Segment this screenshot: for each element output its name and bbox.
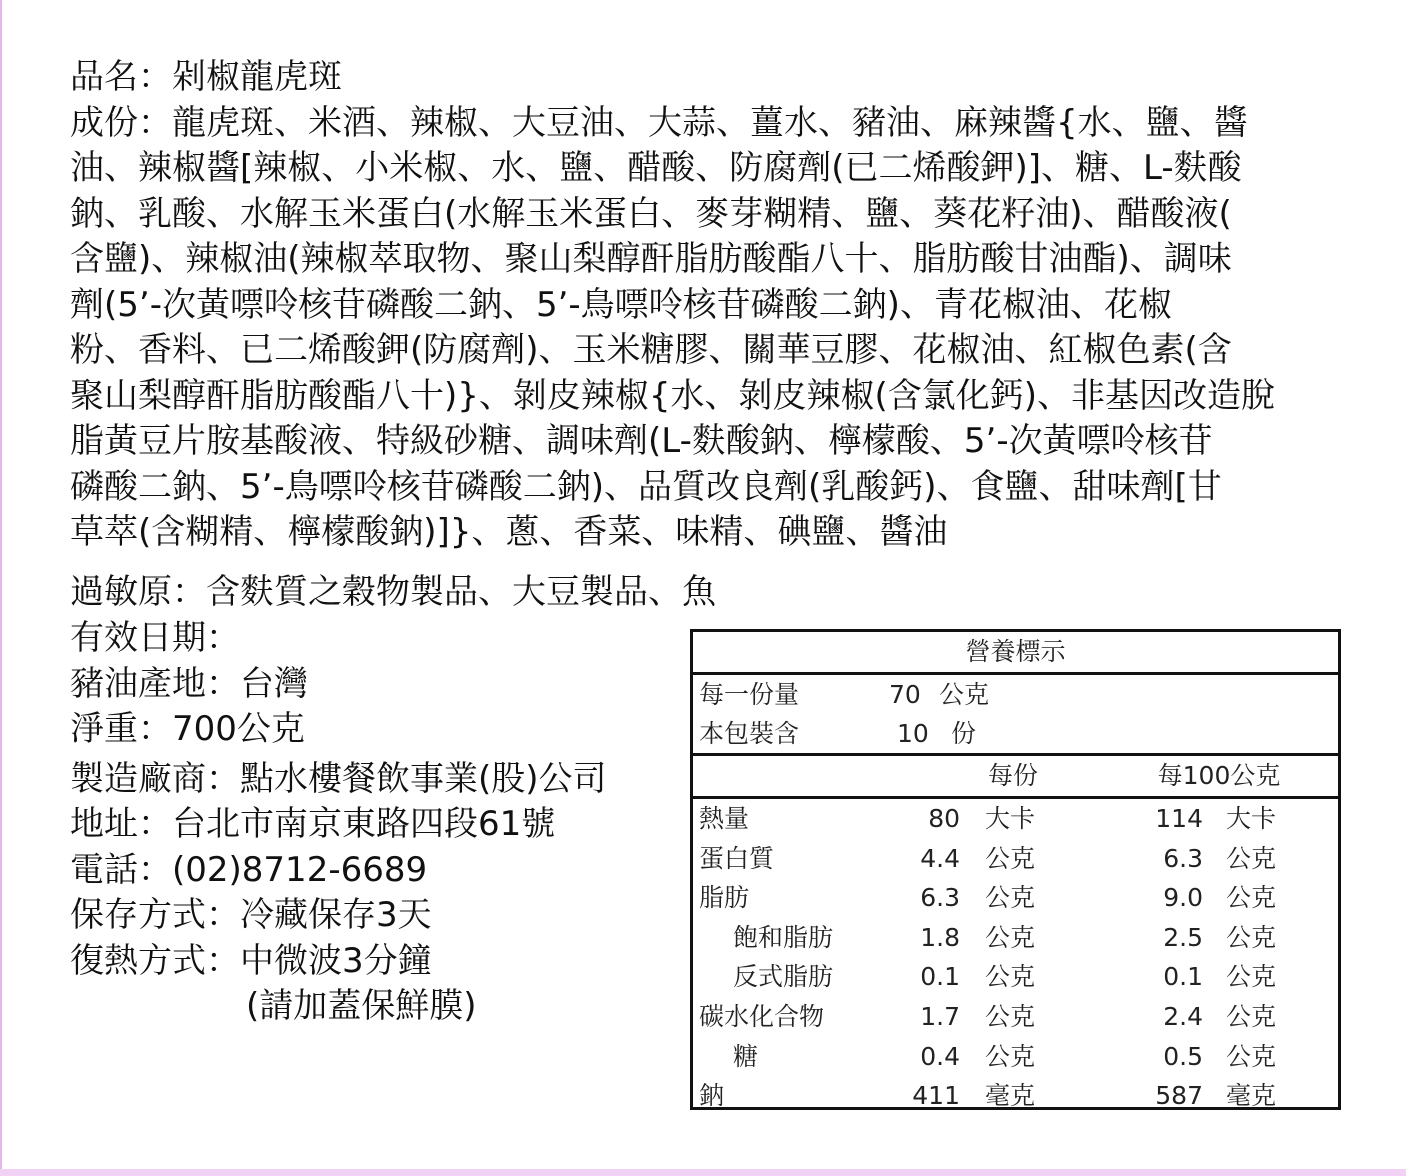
- lard-origin: 豬油產地：台灣: [70, 663, 308, 704]
- phone: 電話：(02)8712-6689: [70, 849, 428, 890]
- nutrient-name: 蛋白質: [699, 843, 775, 873]
- per-100g-value: 114: [1155, 804, 1203, 833]
- per-serving-unit: 毫克: [985, 1081, 1036, 1111]
- serving-info: [693, 675, 1338, 756]
- manufacturer: 製造廠商：點水樓餐飲事業(股)公司: [70, 758, 607, 799]
- per-100g-unit: 毫克: [1226, 1081, 1277, 1111]
- ingredients-line: 油、辣椒醬[辣椒、小米椒、水、鹽、醋酸、防腐劑(已二烯酸鉀)]、糖、L-麩酸: [70, 148, 1242, 188]
- serving-size-row: [699, 675, 1339, 714]
- per-serving-value: 411: [912, 1081, 960, 1111]
- per-serving-unit: 公克: [985, 883, 1036, 913]
- serving-size-label: 每一份量: [699, 680, 800, 709]
- ingredients-line: 脂黃豆片胺基酸液、特級砂糖、調味劑(L-麩酸鈉、檸檬酸、5’-次黃嘌呤核苷: [70, 421, 1213, 461]
- ingredients-line: 草萃(含糊精、檸檬酸鈉)]}、蔥、香菜、味精、碘鹽、醬油: [70, 512, 948, 552]
- per-100g-value: 2.5: [1163, 922, 1203, 952]
- per-serving-value: 1.7: [920, 1001, 960, 1031]
- per-100g-value: 587: [1155, 1081, 1203, 1111]
- per-100g-unit: 大卡: [1226, 804, 1277, 833]
- nutrition-row: [693, 799, 1338, 839]
- nutrient-name: 糖: [733, 1041, 759, 1071]
- per-serving-unit: 公克: [985, 843, 1036, 873]
- per-100g-unit: 公克: [1226, 922, 1277, 952]
- page-left-edge: [0, 0, 2, 1176]
- nutrient-name: 鈉: [699, 1081, 725, 1111]
- nutrition-row: [693, 1037, 1338, 1077]
- expiry-date: 有效日期：: [70, 618, 240, 658]
- nutrition-row: [693, 997, 1338, 1037]
- nutrient-name: 碳水化合物: [699, 1001, 825, 1031]
- nutrition-facts-table: [690, 629, 1341, 1110]
- ingredients-line: 含鹽)、辣椒油(辣椒萃取物、聚山梨醇酐脂肪酸酯八十、脂肪酸甘油酯)、調味: [70, 239, 1232, 279]
- reheat-method: 復熱方式：中微波3分鐘: [70, 940, 432, 981]
- nutrition-rows: [693, 799, 1338, 1116]
- ingredients-line: 成份：龍虎斑、米酒、辣椒、大豆油、大蒜、薑水、豬油、麻辣醬{水、鹽、醬: [70, 102, 1248, 143]
- per-serving-header: 每份: [987, 761, 1038, 790]
- nutrient-name: 飽和脂肪: [733, 922, 834, 952]
- address: 地址：台北市南京東路四段61號: [70, 804, 556, 844]
- ingredients-line: 磷酸二鈉、5’-鳥嘌呤核苷磷酸二鈉)、品質改良劑(乳酸鈣)、食鹽、甜味劑[甘: [70, 466, 1222, 507]
- allergen-text: 過敏原：含麩質之穀物製品、大豆製品、魚: [70, 572, 716, 612]
- nutrient-name: 反式脂肪: [733, 962, 834, 992]
- ingredients-line: 聚山梨醇酐脂肪酸酯八十)}、剝皮辣椒{水、剝皮辣椒(含氯化鈣)、非基因改造脫: [70, 375, 1276, 416]
- per-serving-value: 6.3: [920, 883, 960, 913]
- per-100g-unit: 公克: [1226, 843, 1277, 873]
- product-name: 品名：剁椒龍虎斑: [70, 57, 342, 97]
- per-100g-unit: 公克: [1226, 1001, 1277, 1031]
- servings-per-package-row: [699, 714, 1339, 753]
- page-bottom-edge: [0, 1169, 1406, 1176]
- ingredients-line: 劑(5’-次黃嘌呤核苷磷酸二鈉、5’-鳥嘌呤核苷磷酸二鈉)、青花椒油、花椒: [70, 284, 1172, 325]
- serving-size-value: 70: [889, 680, 921, 709]
- product-info-block: [70, 55, 1275, 556]
- nutrition-row: [693, 878, 1338, 918]
- per-100g-unit: 公克: [1226, 962, 1277, 992]
- per-100g-value: 9.0: [1163, 883, 1203, 913]
- per-serving-unit: 公克: [985, 1001, 1036, 1031]
- per-100g-value: 2.4: [1163, 1001, 1203, 1031]
- product-details-block: [70, 616, 607, 1030]
- servings-unit: 份: [951, 719, 977, 748]
- nutrition-row: [693, 957, 1338, 997]
- per-100g-unit: 公克: [1226, 1041, 1277, 1071]
- reheat-note: (請加蓋保鮮膜): [246, 986, 477, 1026]
- per-serving-value: 4.4: [920, 843, 960, 873]
- nutrition-row: [693, 1076, 1338, 1116]
- per-serving-unit: 公克: [985, 962, 1036, 992]
- ingredients-line: 粉、香料、已二烯酸鉀(防腐劑)、玉米糖膠、關華豆膠、花椒油、紅椒色素(含: [70, 330, 1232, 370]
- per-serving-unit: 公克: [985, 1041, 1036, 1071]
- net-weight: 淨重：700公克: [70, 709, 305, 749]
- per-100g-value: 0.5: [1163, 1041, 1203, 1071]
- per-serving-unit: 大卡: [985, 804, 1036, 833]
- nutrition-row: [693, 839, 1338, 879]
- servings-label: 本包裝含: [699, 719, 800, 748]
- per-100g-value: 6.3: [1163, 843, 1203, 873]
- per-serving-value: 80: [928, 804, 960, 833]
- ingredients-line: 鈉、乳酸、水解玉米蛋白(水解玉米蛋白、麥芽糊精、鹽、葵花籽油)、醋酸液(: [70, 193, 1232, 234]
- nutrient-name: 脂肪: [699, 883, 750, 913]
- per-serving-value: 0.1: [920, 962, 960, 992]
- nutrition-row: [693, 918, 1338, 958]
- nutrient-name: 熱量: [699, 804, 750, 833]
- storage-method: 保存方式：冷藏保存3天: [70, 895, 432, 935]
- per-serving-value: 0.4: [920, 1041, 960, 1071]
- per-100g-unit: 公克: [1226, 883, 1277, 913]
- per-serving-value: 1.8: [920, 922, 960, 952]
- nutrition-title: 營養標示: [693, 632, 1338, 675]
- serving-size-unit: 公克: [939, 680, 990, 709]
- servings-value: 10: [897, 719, 929, 748]
- per-100g-value: 0.1: [1163, 962, 1203, 992]
- per-serving-unit: 公克: [985, 922, 1036, 952]
- per-100g-header: 每100公克: [1157, 761, 1281, 790]
- nutrition-column-headers: [693, 756, 1338, 799]
